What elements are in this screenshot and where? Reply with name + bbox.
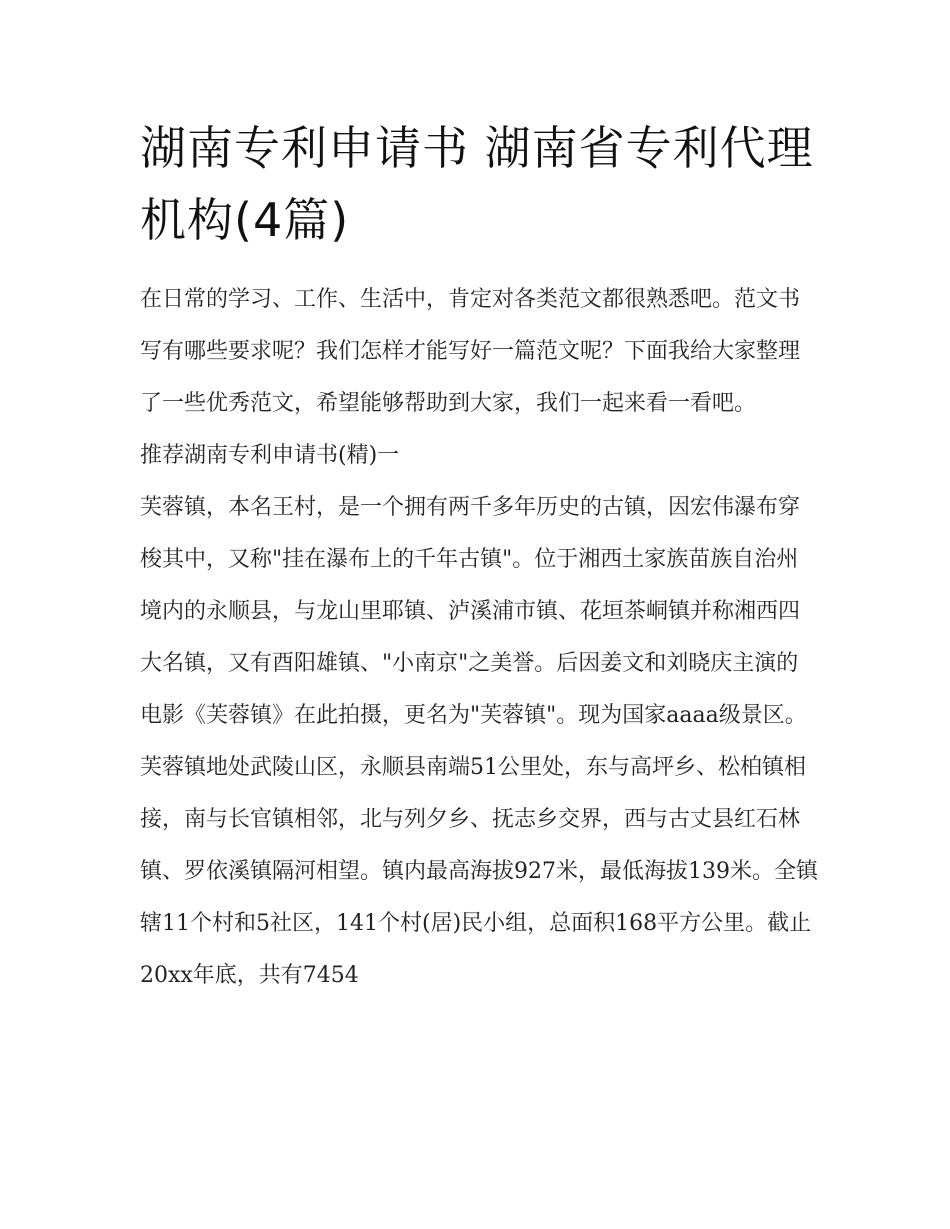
document-title: 湖南专利申请书 湖南省专利代理机构(4篇) <box>140 121 814 247</box>
body-paragraph: 芙蓉镇，本名王村，是一个拥有两千多年历史的古镇，因宏伟瀑布穿梭其中，又称"挂在瀑布上的千年古镇"。位于湘西土家族苗族自治州境内的永顺县，与龙山里耶镇、泸溪浦市镇、花垣茶峒镇并称湘西四大名镇，又有酉阳雄镇、"小南京"之美誉。后因姜文和刘晓庆主演的电影《芙蓉镇》在此拍摄，更名为"芙蓉镇"。现为国家aaaa级景区。 <box>140 495 807 728</box>
document-body <box>140 274 820 1002</box>
intro-paragraph: 在日常的学习、工作、生活中，肯定对各类范文都很熟悉吧。范文书写有哪些要求呢？我们怎样才能写好一篇范文呢？下面我给大家整理了一些优秀范文，希望能够帮助到大家，我们一起来看一看吧。 <box>140 287 801 416</box>
section-heading: 推荐湖南专利申请书(精)一 <box>140 443 400 468</box>
body-paragraph: 芙蓉镇地处武陵山区，永顺县南端51公里处，东与高坪乡、松柏镇相接，南与长官镇相邻，北与列夕乡、抚志乡交界，西与古丈县红石林镇、罗依溪镇隔河相望。镇内最高海拔927米，最低海拔139米。全镇辖11个村和5社区，141个村(居)民小组，总面积168平方公里。截止20xx年底，共有7454 <box>140 755 818 988</box>
